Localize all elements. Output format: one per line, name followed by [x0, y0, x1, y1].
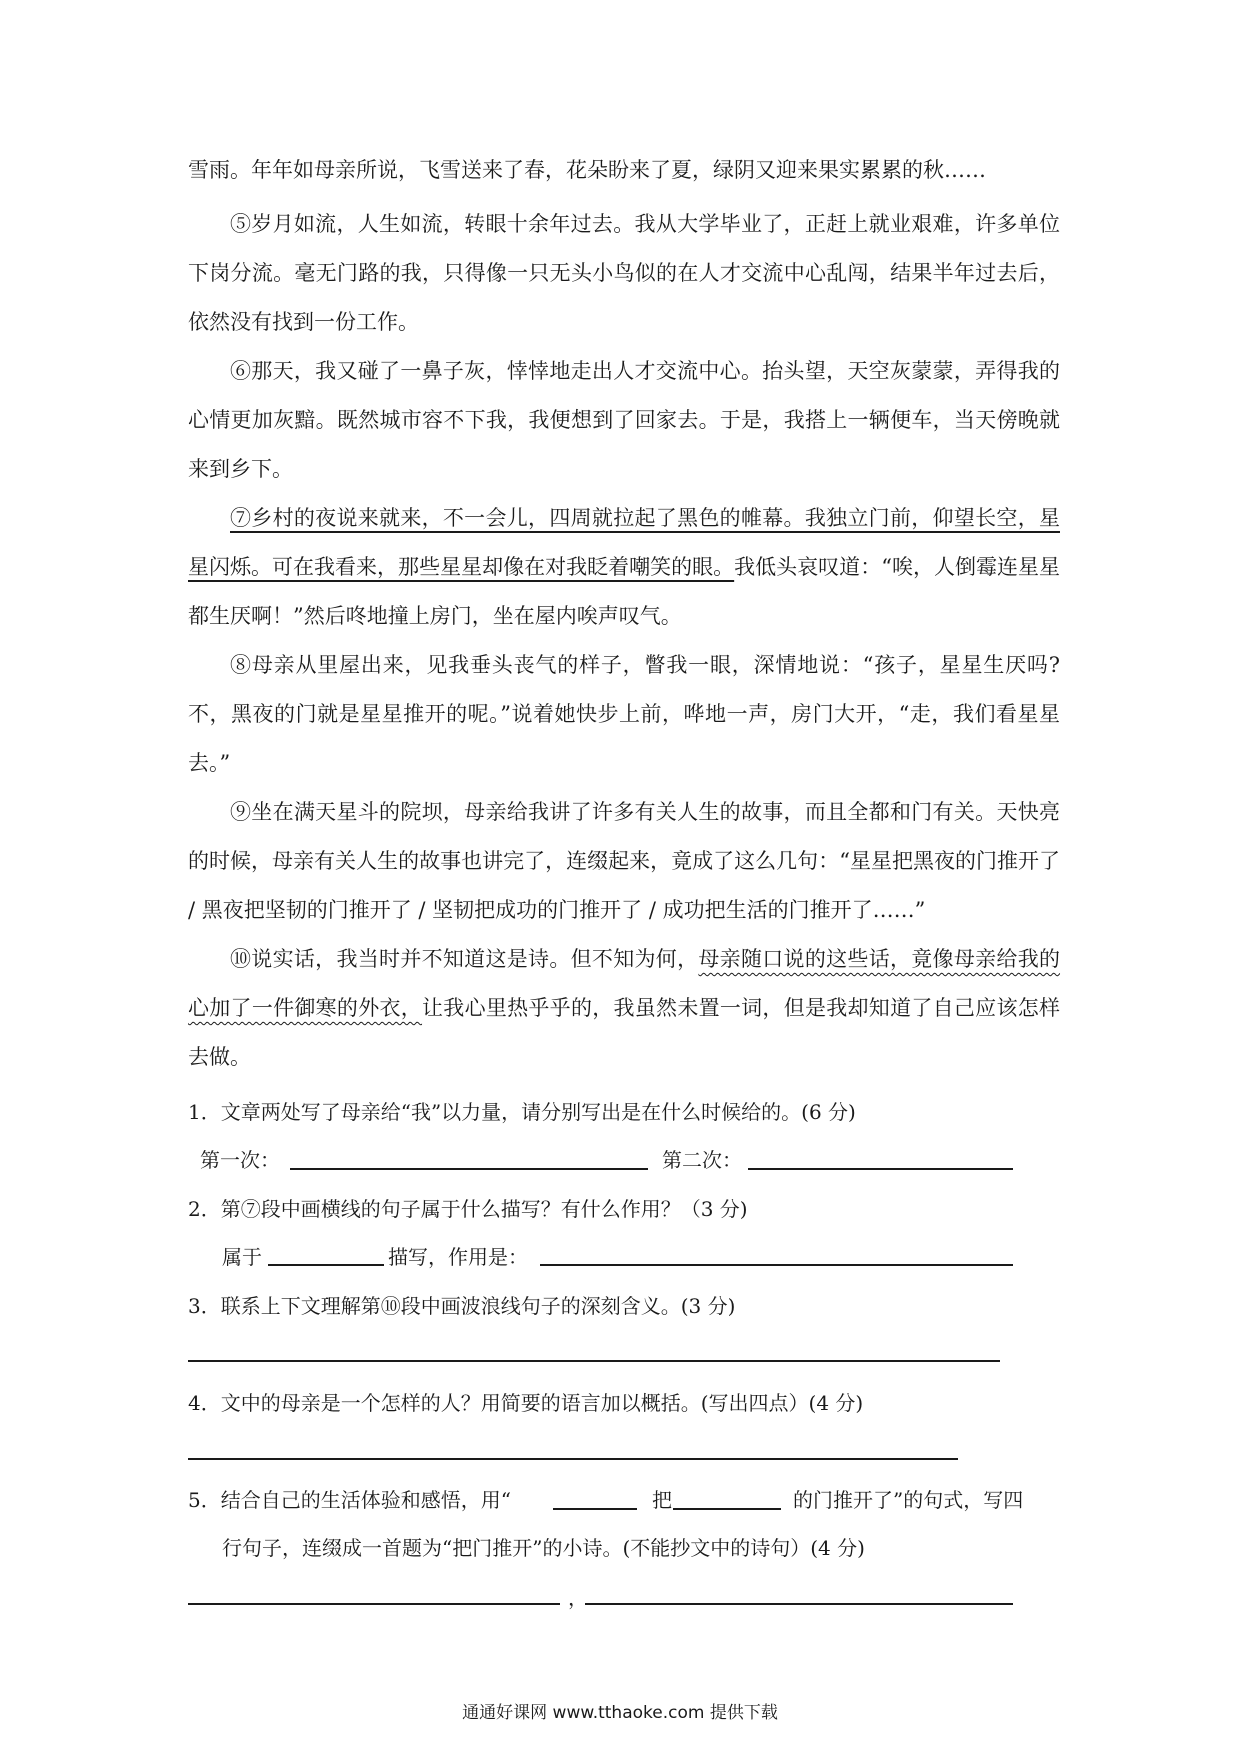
question-5-close: 的门推开了”的句式，写四	[793, 1488, 1024, 1512]
question-3: 3．联系上下文理解第⑩段中画波浪线句子的深刻含义。(3 分)	[188, 1294, 736, 1318]
q1-second-answer-line[interactable]	[748, 1168, 1013, 1170]
q1-first-answer-line[interactable]	[290, 1168, 648, 1170]
q2-description-type-line[interactable]	[268, 1264, 384, 1266]
paragraph-7	[188, 494, 1060, 641]
question-5-ba: 把	[652, 1488, 672, 1512]
q2-effect-label: 描写，作用是：	[388, 1245, 528, 1269]
q5-comma: ，	[568, 1586, 588, 1610]
q1-second-label: 第二次：	[662, 1148, 742, 1172]
page-footer: 通通好课网 www.tthaoke.com 提供下载	[462, 1703, 778, 1723]
q5-answer-line-1[interactable]	[188, 1603, 560, 1605]
paragraph-10	[188, 935, 1060, 1082]
q4-answer-line[interactable]	[188, 1458, 958, 1460]
q5-object-blank[interactable]	[673, 1508, 781, 1510]
q3-answer-line[interactable]	[188, 1360, 1000, 1362]
paragraph-6: ⑥那天，我又碰了一鼻子灰，悻悻地走出人才交流中心。抬头望，天空灰蒙蒙，弄得我的心情更加灰黯。既然城市容不下我，我便想到了回家去。于是，我搭上一辆便车，当天傍晚就来到乡下。	[188, 359, 1060, 481]
paragraph-7-rest: 我低头哀叹道：“唉，人倒霉连星星都生厌啊！”然后咚地撞上房门，坐在屋内唉声叹气。	[188, 555, 1060, 628]
q5-answer-line-2[interactable]	[585, 1603, 1013, 1605]
q2-belong-label: 属于	[222, 1245, 262, 1269]
paragraph-10-wavy-sentence: 母亲随口说的这些话，竟像母亲给我的心加了一件御寒的外衣，	[188, 947, 1061, 1020]
q1-first-label: 第一次：	[200, 1148, 280, 1172]
paragraph-5: ⑤岁月如流，人生如流，转眼十余年过去。我从大学毕业了，正赶上就业艰难，许多单位下岗分流。毫无门路的我，只得像一只无头小鸟似的在人才交流中心乱闯，结果半年过去后，依然没有找到一份工作。	[188, 212, 1060, 334]
question-4: 4．文中的母亲是一个怎样的人？用简要的语言加以概括。(写出四点）(4 分)	[188, 1391, 864, 1415]
question-1: 1．文章两处写了母亲给“我”以力量，请分别写出是在什么时候给的。(6 分)	[188, 1100, 856, 1124]
paragraph-10-start: ⑩说实话，我当时并不知道这是诗。但不知为何，	[230, 947, 699, 971]
paragraph-7-underlined-sentence: ⑦乡村的夜说来就来，不一会儿，四周就拉起了黑色的帷幕。我独立门前，仰望长空，星星闪烁。可在我看来，那些星星却像在对我眨着嘲笑的眼。	[188, 506, 1060, 579]
paragraph-9: ⑨坐在满天星斗的院坝，母亲给我讲了许多有关人生的故事，而且全都和门有关。天快亮的时候，母亲有关人生的故事也讲完了，连缀起来，竟成了这么几句：“星星把黑夜的门推开了 / 黑夜把坚韧的门推开了 / 坚韧把成功的门推开了 / 成功把生活的门推开了……”	[188, 800, 1060, 922]
question-2: 2．第⑦段中画横线的句子属于什么描写？有什么作用？（3 分)	[188, 1197, 748, 1221]
q5-subject-blank[interactable]	[553, 1508, 637, 1510]
paragraph-4-tail: 雪雨。年年如母亲所说，飞雪送来了春，花朵盼来了夏，绿阴又迎来果实累累的秋……	[188, 158, 986, 182]
paragraph-10-end: 让我心里热乎乎的，我虽然未置一词，但是我却知道了自己应该怎样去做。	[188, 996, 1061, 1069]
paragraph-8: ⑧母亲从里屋出来，见我垂头丧气的样子，瞥我一眼，深情地说：“孩子，星星生厌吗?不，黑夜的门就是星星推开的呢。”说着她快步上前，哗地一声，房门大开，“走，我们看星星去。”	[188, 653, 1060, 775]
question-5-line-2: 行句子，连缀成一首题为“把门推开”的小诗。(不能抄文中的诗句）(4 分)	[222, 1536, 865, 1560]
question-5-open: 5．结合自己的生活体验和感悟，用“	[188, 1488, 511, 1512]
q2-effect-answer-line[interactable]	[540, 1264, 1013, 1266]
